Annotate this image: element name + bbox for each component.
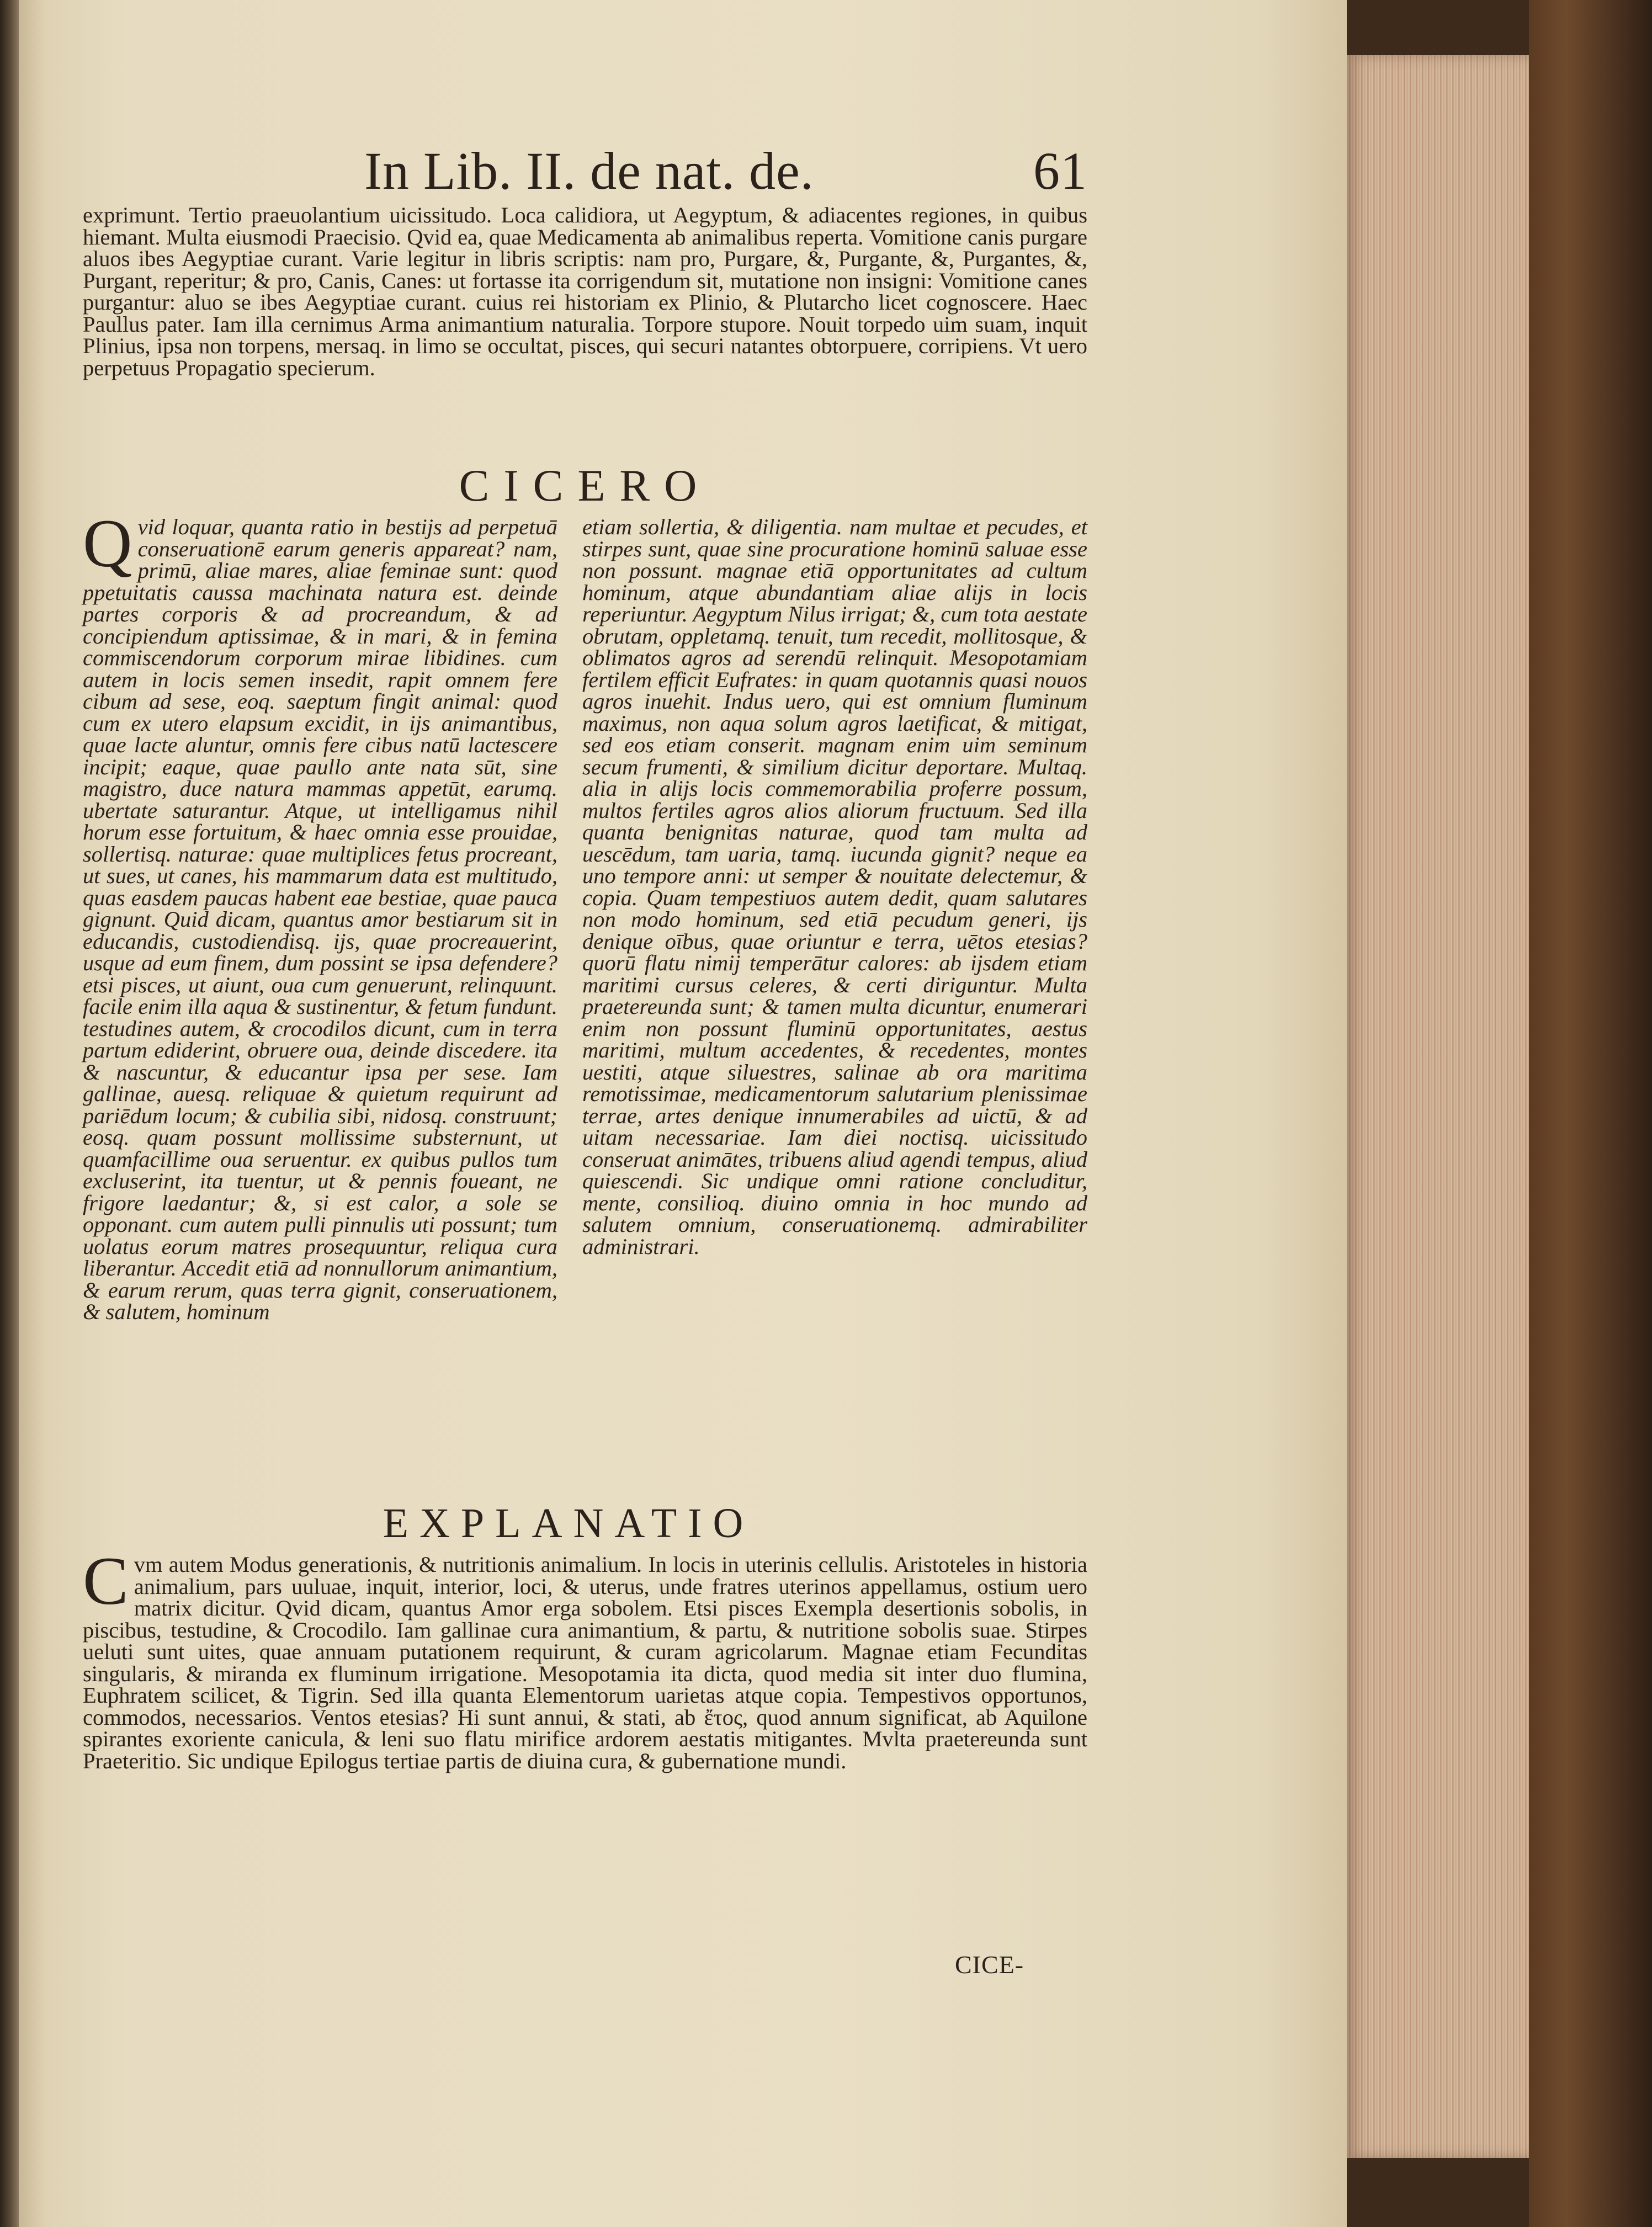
cicero-column-left: [83, 506, 557, 1476]
running-header: [364, 138, 1087, 204]
book-spine-left: [0, 0, 19, 2227]
cicero-column-right: etiam sollertia, & diligentia. nam multae et pecudes, et stirpes sunt, quae sine procuratione hominū saluae esse non possunt. magnae etiā opportunitates ad cultum hominum, atque abundantiam aliae alijs in locis reperiuntur. Aegyptum Nilus irrigat; &, cum tota aestate obrutam, oppletamq. tenuit, tum recedit, mollitosque, & oblimatos agros ad serendū relinquit. Mesopotamiam fertilem efficit Eufrates: in quam quotannis quasi nouos agros inuehit. Indus uero, qui est omnium fluminum maximus, non aqua solum agros laetificat, & mitigat, sed eos etiam conserit. magnam enim uim seminum secum frumenti, & similium dicitur deportare. Multaq. alia in alijs locis commemorabilia proferre possum, multos fertiles agros alios aliorum fructuum. Sed illa quanta benignitas naturae, quod tam multa ad uescēdum, tam uaria, tamq. iucunda gignit? neque ea uno tempore anni: ut semper & nouitate delectemur, & copia. Quam tempestiuos autem dedit, quam salutares non modo hominum, sed etiā pecudum generi, ijs denique oībus, quae oriuntur e terra, uētos etesias? quorū flatu nimij temperātur calores: ab ijsdem etiam maritimi cursus celeres, & certi diriguntur. Multa praetereunda sunt; & tamen multa dicuntur, enumerari enim non possunt fluminū opportunitates, aestus maritimi, multum accedentes, & recedentes, montes uestiti, atque siluestres, salinae ab ora maritima remotissimae, medicamentorum salutarium plenissimae terrae, artes denique innumerabiles ad uictū, & ad uitam necessariae. Iam diei noctisq. uicissitudo conseruat animātes, tribuens aliud agendi tempus, aliud quiescendi. Sic undique omni ratione concluditur, mente, consilioq. diuino omnia in hoc mundo ad salutem omnium, conseruationemq. admirabiliter administrari.: [582, 514, 1087, 1259]
dropcap-q: Q: [83, 506, 132, 581]
cover-edge-bottom: [1347, 2158, 1529, 2227]
cicero-left-text: vid loquar, quanta ratio in bestijs ad perpetuā conseruationē earum generis appareat? nam, primū, aliae mares, aliae feminae sunt: quod ppetuitatis caussa machinata natura est. deinde partes corporis & ad procreandum, & ad concipiendum aptissimae, & in mari, & in femina commiscendorum corporum mirae libidines. cum autem in locis semen insedit, rapit omnem fere cibum ad sese, eoq. saeptum fingit animal: quod cum ex utero elapsum excidit, in ijs animantibus, quae lacte aluntur, omnis fere cibus natū lactescere incipit; eaque, quae paullo ante nata sūt, sine magistro, duce natura mammas appetūt, earumq. ubertate saturantur. Atque, ut intelligamus nihil horum esse fortuitum, & haec omnia esse prouidae, sollertisq. naturae: quae multiplices fetus procreant, ut sues, ut canes, his mammarum data est multitudo, quas easdem paucas habent eae bestiae, quae pauca gignunt. Quid dicam, quantus amor bestiarum sit in educandis, custodiendisq. ijs, quae procreauerint, usque ad eum finem, dum possint se ipsa defendere? etsi pisces, ut aiunt, oua cum genuerunt, relinquunt. facile enim illa aqua & sustinentur, & fetum fundunt. testudines autem, & crocodilos dicunt, cum in terra partum ediderint, obruere oua, deinde discedere. ita & nascuntur, & educantur ipsa per sese. Iam gallinae, auesq. reliquae & quietum requirunt ad pariēdum locum; & cubilia sibi, nidosq. construunt; eosq. quam possunt mollissime substernunt, ut quamfacillime oua seruentur. ex quibus pullos tum excluserint, ita tuentur, ut & pennis foueant, ne frigore laedantur; &, si est calor, a sole se opponant. cum autem pulli pinnulis uti possunt; tum uolatus eorum matres prosequuntur, reliqua cura liberantur. Accedit etiā ad nonnullorum animantium, & earum rerum, quas terra gignit, conseruationem, & salutem, hominum: [83, 514, 557, 1324]
dropcap-c: C: [83, 1543, 129, 1619]
cicero-heading: CICERO: [459, 460, 711, 511]
top-commentary: exprimunt. Tertio praeuolantium uicissitudo. Loca calidiora, ut Aegyptum, & adiacentes regiones, in quibus hiemant. Multa eiusmodi Praecisio. Qvid ea, quae Medicamenta ab animalibus reperta. Vomitione canis purgare aluos ibes Aegyptiae curant. Varie legitur in libris scriptis: nam pro, Purgare, &, Purgante, &, Purgantes, &, Purgant, reperitur; & pro, Canis, Canes: ut fortasse ita corrigendum sit, mutatione non insigni: Vomitione canes purgantur: aluo se ibes Aegyptiae curant. cuius rei historiam ex Plinio, & Plutarcho licet cognoscere. Haec Paullus pater. Iam illa cernimus Arma animantium naturalia. Torpore stupore. Nouit torpedo uim suam, inquit Plinius, ipsa non torpens, mersaq. in limo se occultat, pisces, qui securi natantes obtorpuere, corripiens. Vt uero perpetuus Propagatio specierum.: [83, 203, 1087, 380]
cover-edge-top: [1347, 0, 1529, 55]
page-fore-edge: [1347, 55, 1529, 2158]
book-cover-right: [1529, 0, 1652, 2227]
catchword: CICE-: [955, 1950, 1024, 1979]
explanatio-heading: EXPLANATIO: [383, 1500, 755, 1546]
folio-number: 61: [1033, 141, 1087, 200]
explanatio-text: [83, 1543, 1087, 1863]
running-title: In Lib. II. de nat. de.: [364, 141, 814, 200]
explanatio-body: vm autem Modus generationis, & nutritionis animalium. In locis in uterinis cellulis. Aristoteles in historia animalium, pars uuluae, inquit, interior, loci, & uterus, unde fratres uterinos appellamus, ostium uero matrix dicitur. Qvid dicam, quantus Amor erga sobolem. Etsi pisces Exempla desertionis sobolis, in piscibus, testudine, & Crocodilo. Iam gallinae cura animantium, & partu, & nutritione sobolis suae. Stirpes ueluti sunt uites, quae annuam putationem requirunt, & curam agricolarum. Magnae etiam Fecunditas singularis, & miranda ex fluminum irrigatione. Mesopotamia ita dicta, quod media sit inter duo flumina, Euphratem scilicet, & Tigrin. Sed illa quanta Elementorum uarietas atque copia. Tempestivos opportunos, commodos, necessarios. Ventos etesias? Hi sunt annui, & stati, ab ἔτος, quod annum significat, ab Aquilone spirantes exoriente canicula, & leni suo flatu mirifice ardorem aestatis mitigantes. Mvlta praetereunda sunt Praeteritio. Sic undique Epilogus tertiae partis de diuina cura, & gubernatione mundi.: [83, 1552, 1087, 1773]
